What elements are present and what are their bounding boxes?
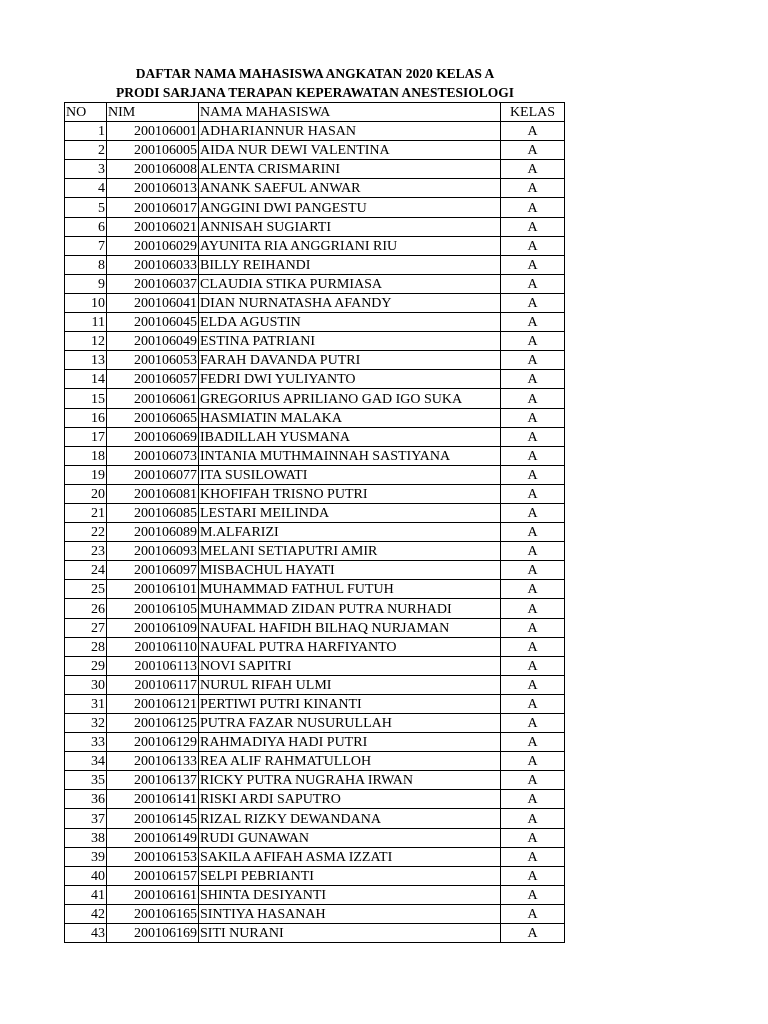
cell-no: 34 [65,752,107,771]
cell-nim: 200106125 [107,714,199,733]
cell-no: 24 [65,561,107,580]
cell-nim: 200106129 [107,733,199,752]
cell-kelas: A [501,694,565,713]
student-table-body [65,103,565,943]
cell-name: ITA SUSILOWATI [199,465,501,484]
table-row [65,389,565,408]
cell-nim: 200106033 [107,255,199,274]
cell-name: RISKI ARDI SAPUTRO [199,790,501,809]
cell-name: CLAUDIA STIKA PURMIASA [199,274,501,293]
cell-name: NURUL RIFAH ULMI [199,675,501,694]
header-name: NAMA MAHASISWA [199,103,501,122]
cell-name: BILLY REIHANDI [199,255,501,274]
cell-nim: 200106133 [107,752,199,771]
table-row [65,427,565,446]
table-row [65,503,565,522]
cell-nim: 200106069 [107,427,199,446]
cell-name: RAHMADIYA HADI PUTRI [199,733,501,752]
cell-no: 7 [65,236,107,255]
cell-kelas: A [501,733,565,752]
cell-name: INTANIA MUTHMAINNAH SASTIYANA [199,446,501,465]
cell-kelas: A [501,313,565,332]
table-row [65,618,565,637]
table-row [65,599,565,618]
cell-no: 30 [65,675,107,694]
cell-no: 33 [65,733,107,752]
table-row [65,637,565,656]
cell-no: 18 [65,446,107,465]
table-row [65,332,565,351]
cell-kelas: A [501,141,565,160]
cell-no: 11 [65,313,107,332]
table-row [65,771,565,790]
cell-kelas: A [501,523,565,542]
cell-nim: 200106057 [107,370,199,389]
cell-kelas: A [501,924,565,943]
cell-name: MELANI SETIAPUTRI AMIR [199,542,501,561]
cell-nim: 200106109 [107,618,199,637]
table-row [65,580,565,599]
cell-kelas: A [501,122,565,141]
cell-kelas: A [501,885,565,904]
cell-kelas: A [501,790,565,809]
cell-no: 25 [65,580,107,599]
cell-no: 6 [65,217,107,236]
cell-name: ANGGINI DWI PANGESTU [199,198,501,217]
cell-nim: 200106161 [107,885,199,904]
cell-name: LESTARI MEILINDA [199,503,501,522]
cell-kelas: A [501,160,565,179]
cell-name: FARAH DAVANDA PUTRI [199,351,501,370]
table-row [65,255,565,274]
table-row [65,866,565,885]
cell-name: IBADILLAH YUSMANA [199,427,501,446]
cell-nim: 200106073 [107,446,199,465]
cell-name: ANANK SAEFUL ANWAR [199,179,501,198]
table-row [65,160,565,179]
cell-kelas: A [501,675,565,694]
cell-nim: 200106017 [107,198,199,217]
cell-nim: 200106065 [107,408,199,427]
table-row [65,408,565,427]
table-row [65,351,565,370]
table-row [65,465,565,484]
cell-name: RIZAL RIZKY DEWANDANA [199,809,501,828]
cell-no: 4 [65,179,107,198]
cell-nim: 200106041 [107,293,199,312]
cell-no: 38 [65,828,107,847]
cell-no: 3 [65,160,107,179]
cell-no: 15 [65,389,107,408]
cell-name: AIDA NUR DEWI VALENTINA [199,141,501,160]
cell-name: NOVI SAPITRI [199,656,501,675]
cell-kelas: A [501,217,565,236]
table-row [65,523,565,542]
cell-nim: 200106021 [107,217,199,236]
cell-name: RICKY PUTRA NUGRAHA IRWAN [199,771,501,790]
cell-nim: 200106053 [107,351,199,370]
cell-kelas: A [501,236,565,255]
cell-kelas: A [501,465,565,484]
cell-kelas: A [501,179,565,198]
cell-kelas: A [501,847,565,866]
cell-kelas: A [501,599,565,618]
header-no: NO [65,103,107,122]
table-row [65,370,565,389]
cell-kelas: A [501,293,565,312]
cell-nim: 200106049 [107,332,199,351]
cell-nim: 200106110 [107,637,199,656]
cell-name: PERTIWI PUTRI KINANTI [199,694,501,713]
cell-name: MISBACHUL HAYATI [199,561,501,580]
table-row [65,293,565,312]
cell-no: 1 [65,122,107,141]
cell-kelas: A [501,752,565,771]
cell-kelas: A [501,389,565,408]
table-row [65,217,565,236]
cell-nim: 200106089 [107,523,199,542]
cell-no: 42 [65,904,107,923]
cell-no: 43 [65,924,107,943]
cell-nim: 200106105 [107,599,199,618]
cell-nim: 200106137 [107,771,199,790]
cell-nim: 200106029 [107,236,199,255]
cell-name: SITI NURANI [199,924,501,943]
cell-name: ALENTA CRISMARINI [199,160,501,179]
cell-name: MUHAMMAD ZIDAN PUTRA NURHADI [199,599,501,618]
document-subtitle: PRODI SARJANA TERAPAN KEPERAWATAN ANESTESIOLOGI [115,84,515,100]
table-row [65,561,565,580]
table-row [65,122,565,141]
cell-nim: 200106013 [107,179,199,198]
cell-kelas: A [501,408,565,427]
cell-kelas: A [501,274,565,293]
cell-no: 32 [65,714,107,733]
cell-no: 29 [65,656,107,675]
cell-name: SHINTA DESIYANTI [199,885,501,904]
cell-no: 23 [65,542,107,561]
cell-no: 27 [65,618,107,637]
table-row [65,446,565,465]
table-row [65,656,565,675]
cell-nim: 200106045 [107,313,199,332]
cell-name: RUDI GUNAWAN [199,828,501,847]
cell-name: FEDRI DWI YULIYANTO [199,370,501,389]
cell-no: 13 [65,351,107,370]
cell-no: 31 [65,694,107,713]
cell-kelas: A [501,904,565,923]
table-row [65,236,565,255]
cell-nim: 200106157 [107,866,199,885]
cell-name: NAUFAL HAFIDH BILHAQ NURJAMAN [199,618,501,637]
table-row [65,885,565,904]
cell-kelas: A [501,828,565,847]
cell-nim: 200106153 [107,847,199,866]
cell-nim: 200106008 [107,160,199,179]
cell-kelas: A [501,198,565,217]
cell-name: SELPI PEBRIANTI [199,866,501,885]
cell-kelas: A [501,332,565,351]
table-row [65,484,565,503]
cell-kelas: A [501,618,565,637]
table-header-row [65,103,565,122]
cell-no: 14 [65,370,107,389]
table-row [65,198,565,217]
cell-kelas: A [501,427,565,446]
cell-no: 21 [65,503,107,522]
cell-nim: 200106097 [107,561,199,580]
cell-no: 41 [65,885,107,904]
cell-no: 17 [65,427,107,446]
cell-nim: 200106165 [107,904,199,923]
cell-nim: 200106121 [107,694,199,713]
cell-kelas: A [501,809,565,828]
cell-no: 37 [65,809,107,828]
cell-kelas: A [501,446,565,465]
cell-name: REA ALIF RAHMATULLOH [199,752,501,771]
table-row [65,924,565,943]
table-row [65,313,565,332]
cell-name: SINTIYA HASANAH [199,904,501,923]
cell-no: 12 [65,332,107,351]
cell-nim: 200106169 [107,924,199,943]
table-row [65,809,565,828]
cell-name: ANNISAH SUGIARTI [199,217,501,236]
cell-kelas: A [501,656,565,675]
table-row [65,790,565,809]
cell-name: MUHAMMAD FATHUL FUTUH [199,580,501,599]
table-row [65,714,565,733]
cell-kelas: A [501,351,565,370]
cell-kelas: A [501,255,565,274]
table-row [65,828,565,847]
student-table [64,102,565,943]
header-kelas: KELAS [501,103,565,122]
cell-name: GREGORIUS APRILIANO GAD IGO SUKA [199,389,501,408]
cell-no: 20 [65,484,107,503]
cell-no: 8 [65,255,107,274]
cell-name: KHOFIFAH TRISNO PUTRI [199,484,501,503]
cell-no: 10 [65,293,107,312]
table-row [65,733,565,752]
table-row [65,752,565,771]
cell-no: 5 [65,198,107,217]
table-row [65,904,565,923]
cell-nim: 200106037 [107,274,199,293]
table-row [65,274,565,293]
cell-nim: 200106001 [107,122,199,141]
cell-no: 28 [65,637,107,656]
cell-kelas: A [501,370,565,389]
cell-kelas: A [501,484,565,503]
cell-kelas: A [501,637,565,656]
cell-no: 26 [65,599,107,618]
cell-no: 39 [65,847,107,866]
cell-kelas: A [501,503,565,522]
cell-no: 19 [65,465,107,484]
cell-nim: 200106085 [107,503,199,522]
cell-no: 22 [65,523,107,542]
cell-nim: 200106081 [107,484,199,503]
cell-kelas: A [501,866,565,885]
cell-nim: 200106141 [107,790,199,809]
cell-no: 9 [65,274,107,293]
cell-no: 2 [65,141,107,160]
cell-name: NAUFAL PUTRA HARFIYANTO [199,637,501,656]
cell-nim: 200106145 [107,809,199,828]
cell-no: 35 [65,771,107,790]
cell-kelas: A [501,714,565,733]
cell-name: HASMIATIN MALAKA [199,408,501,427]
cell-no: 16 [65,408,107,427]
cell-name: ADHARIANNUR HASAN [199,122,501,141]
cell-nim: 200106061 [107,389,199,408]
cell-name: SAKILA AFIFAH ASMA IZZATI [199,847,501,866]
cell-nim: 200106093 [107,542,199,561]
cell-kelas: A [501,542,565,561]
table-row [65,141,565,160]
cell-nim: 200106113 [107,656,199,675]
cell-name: M.ALFARIZI [199,523,501,542]
cell-name: ELDA AGUSTIN [199,313,501,332]
table-row [65,694,565,713]
cell-kelas: A [501,561,565,580]
table-row [65,542,565,561]
cell-no: 40 [65,866,107,885]
cell-name: AYUNITA RIA ANGGRIANI RIU [199,236,501,255]
table-row [65,179,565,198]
cell-no: 36 [65,790,107,809]
cell-nim: 200106149 [107,828,199,847]
cell-nim: 200106077 [107,465,199,484]
header-nim: NIM [107,103,199,122]
cell-kelas: A [501,580,565,599]
document-title: DAFTAR NAMA MAHASISWA ANGKATAN 2020 KELAS A [135,66,495,81]
table-row [65,847,565,866]
cell-nim: 200106117 [107,675,199,694]
cell-name: ESTINA PATRIANI [199,332,501,351]
cell-name: DIAN NURNATASHA AFANDY [199,293,501,312]
cell-nim: 200106005 [107,141,199,160]
cell-name: PUTRA FAZAR NUSURULLAH [199,714,501,733]
cell-nim: 200106101 [107,580,199,599]
table-row [65,675,565,694]
cell-kelas: A [501,771,565,790]
